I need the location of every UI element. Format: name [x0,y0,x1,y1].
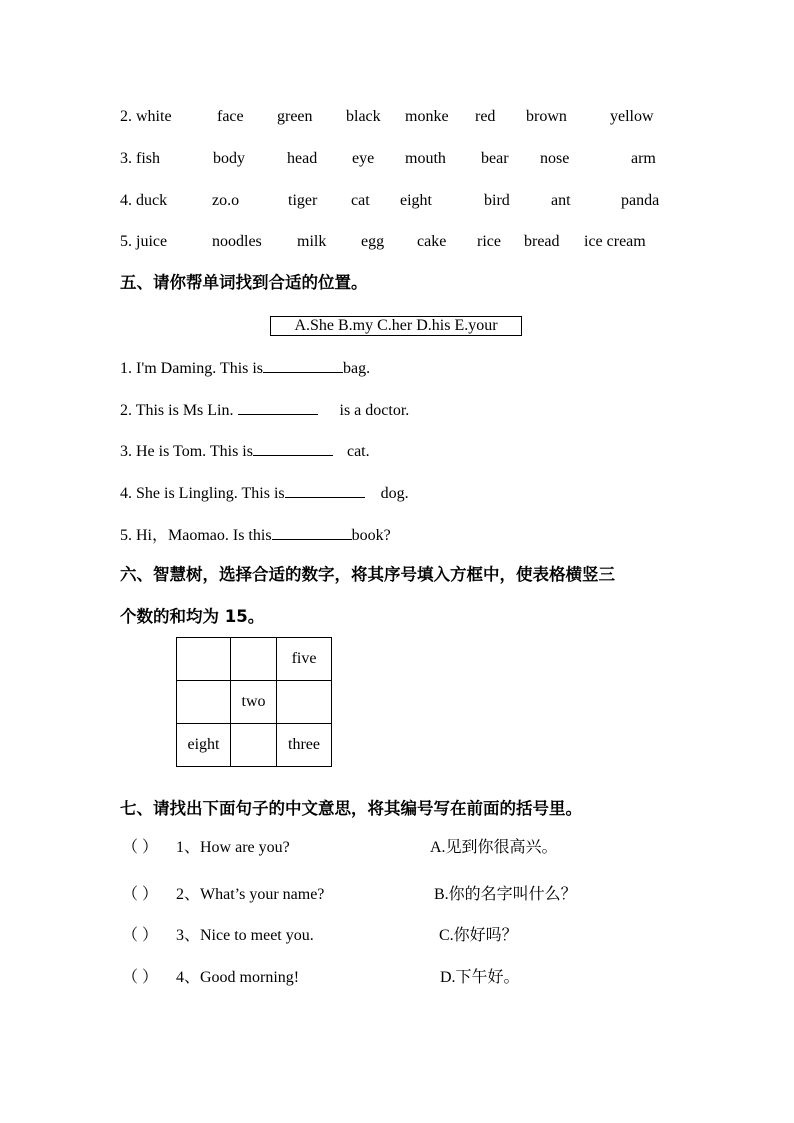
grid-cell: three [277,724,332,767]
grid-row [177,681,332,724]
sentence-end: dog. [380,485,409,502]
word: black [346,108,381,125]
word: head [287,150,318,167]
answer-blank[interactable] [253,440,333,456]
grid-cell: eight [177,724,231,767]
word: brown [526,108,567,125]
word: bear [481,150,509,167]
english-sentence: 4、Good morning! [176,969,300,986]
word: body [213,150,245,167]
word: 2. white [120,108,172,125]
answer-bracket[interactable]: （ ） [122,927,159,944]
chinese-option: A.见到你很高兴。 [430,839,558,856]
fill-sentence [120,399,409,421]
sentence-end: book? [351,527,391,544]
word: arm [631,150,656,167]
answer-blank[interactable] [285,482,365,498]
answer-blank[interactable] [263,357,343,373]
word: bird [484,192,510,209]
answer-bracket[interactable]: （ ） [122,969,159,986]
chinese-option: D.下午好。 [440,969,520,986]
chinese-option: C.你好吗？ [439,927,518,944]
sentence-start: 4. She is Lingling. This is [120,485,285,502]
word: 3. fish [120,150,160,167]
word: mouth [405,150,446,167]
sentence-end: is a doctor. [339,402,410,419]
word: yellow [610,108,654,125]
magic-square-grid [176,637,332,767]
word: bread [524,233,560,250]
sentence-start: 2. This is Ms Lin. [120,402,238,419]
section-6-title-cont: 个数的和均为 15。 [120,607,265,626]
word: nose [540,150,570,167]
options-box: A.She B.my C.her D.his E.your [270,316,522,336]
english-sentence: 1、How are you? [176,839,290,856]
word: tiger [288,192,318,209]
english-sentence: 3、Nice to meet you. [176,927,314,944]
answer-blank[interactable] [272,524,352,540]
grid-cell[interactable] [231,724,277,767]
grid-cell[interactable] [277,681,332,724]
word: red [475,108,496,125]
sentence-start: 3. He is Tom. This is [120,443,253,460]
chinese-option: B.你的名字叫什么？ [434,886,577,903]
grid-cell[interactable] [177,638,231,681]
section-7-title: 七、请找出下面句子的中文意思，将其编号写在前面的括号里。 [120,799,582,818]
word: noodles [212,233,262,250]
grid-cell: two [231,681,277,724]
word: green [277,108,313,125]
english-sentence: 2、What’s your name? [176,886,325,903]
grid-cell[interactable] [231,638,277,681]
word: 4. duck [120,192,168,209]
word: zo.o [212,192,240,209]
word: eye [352,150,375,167]
word: ant [551,192,571,209]
grid-row [177,724,332,767]
word: eight [400,192,432,209]
sentence-end: bag. [343,360,371,377]
word: milk [297,233,327,250]
word: cat [351,192,370,209]
fill-sentence [120,357,370,379]
word: cake [417,233,447,250]
answer-blank[interactable] [238,399,318,415]
section-6-title: 六、智慧树，选择合适的数字，将其序号填入方框中，使表格横竖三 [120,565,615,584]
fill-sentence [120,440,370,462]
word: ice cream [584,233,646,250]
sentence-end: cat. [346,443,370,460]
sentence-start: 5. Hi，Maomao. Is this [120,527,272,544]
answer-bracket[interactable]: （ ） [122,886,159,903]
grid-cell: five [277,638,332,681]
grid-row [177,638,332,681]
word: panda [621,192,660,209]
section-5-title: 五、请你帮单词找到合适的位置。 [120,273,368,292]
sentence-start: 1. I'm Daming. This is [120,360,264,377]
word: egg [361,233,385,250]
word: monke [405,108,449,125]
answer-bracket[interactable]: （ ） [122,839,159,856]
word: rice [477,233,501,250]
fill-sentence [120,524,391,546]
word: face [217,108,244,125]
grid-cell[interactable] [177,681,231,724]
word: 5. juice [120,233,168,250]
fill-sentence [120,482,409,504]
